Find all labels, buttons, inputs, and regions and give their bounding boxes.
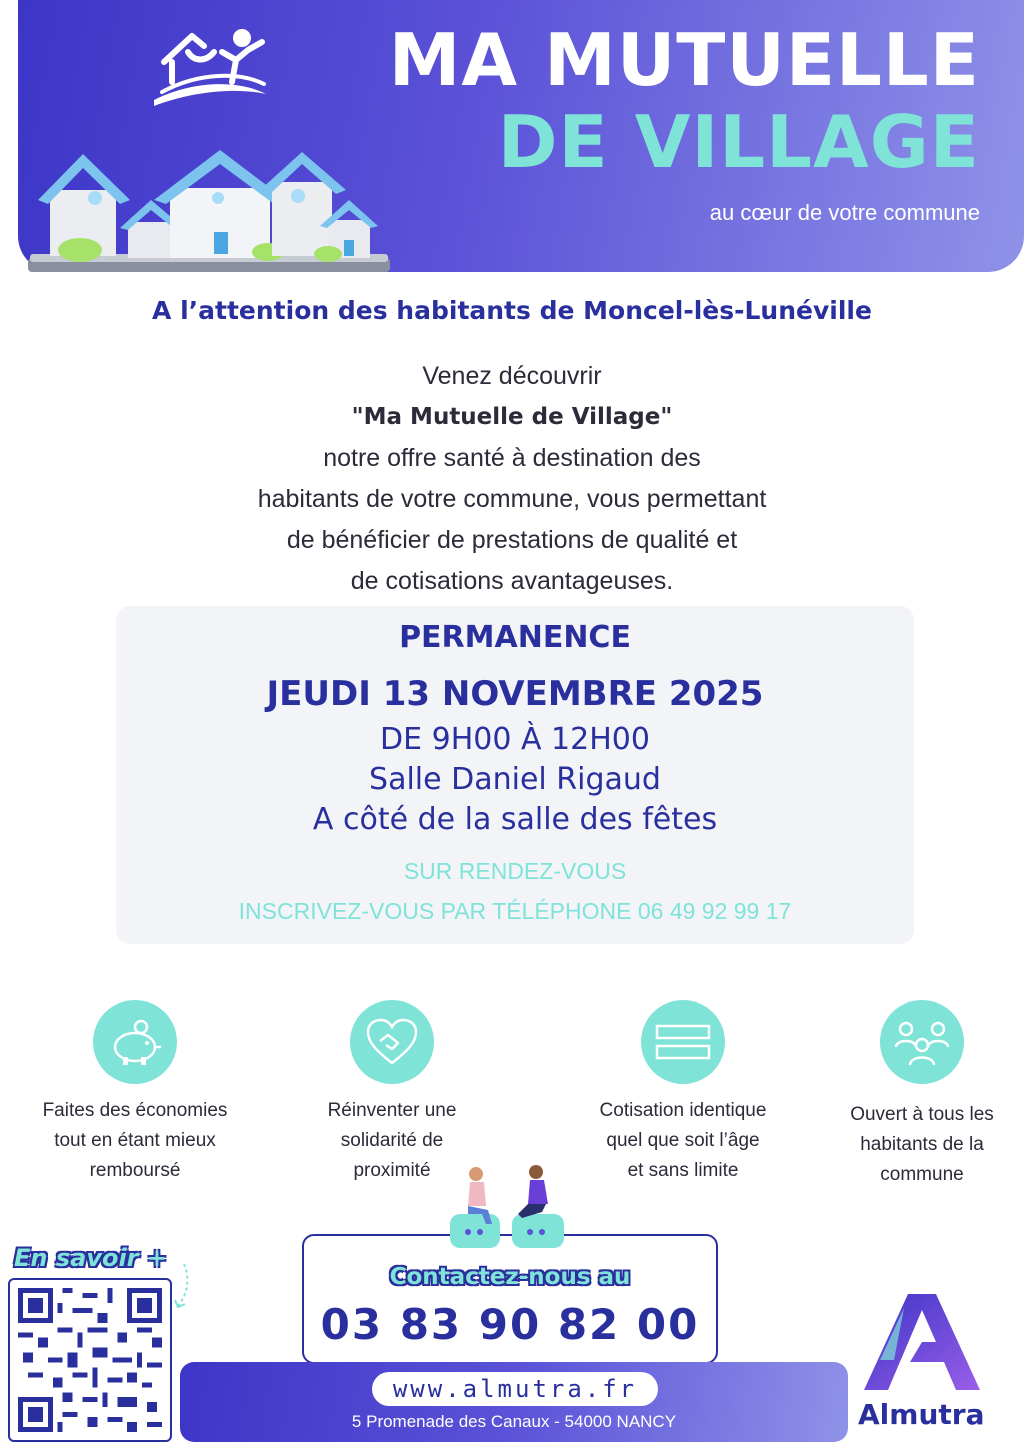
address: 5 Promenade des Canaux - 54000 NANCY (351, 1412, 677, 1431)
feature-line: quel que soit l’âge (606, 1130, 760, 1151)
feature-line: remboursé (89, 1160, 181, 1181)
feature-label (792, 1100, 1024, 1190)
title-line-2: DE VILLAGE (497, 100, 980, 184)
intro-offer-name: "Ma Mutuelle de Village" (351, 404, 673, 430)
intro-text (0, 356, 1024, 602)
feature-line: tout en étant mieux (54, 1130, 216, 1151)
people-talking-illustration (446, 1162, 570, 1254)
curved-arrow-icon (172, 1262, 192, 1312)
feature-savings (5, 1000, 265, 1186)
contact-phone-number[interactable]: 03 83 90 82 00 (320, 1300, 700, 1349)
feature-open-to-all (792, 1000, 1024, 1190)
attention-heading: A l’attention des habitants de Moncel-lès-Lunéville (152, 296, 872, 325)
brand-name: Almutra (858, 1398, 985, 1431)
subtitle: au cœur de votre commune (709, 200, 980, 225)
permanence-date: JEUDI 13 NOVEMBRE 2025 (266, 674, 764, 714)
feature-line: Cotisation identique (599, 1100, 767, 1121)
intro-line: notre offre santé à destination des (323, 444, 701, 472)
intro-line: Venez découvrir (422, 362, 602, 390)
feature-line: et sans limite (627, 1160, 739, 1181)
qr-code[interactable] (8, 1278, 172, 1442)
intro-line: de bénéficier de prestations de qualité et (286, 526, 738, 554)
feature-line: commune (880, 1164, 964, 1185)
village-houses-illustration (28, 148, 398, 278)
permanence-place: Salle Daniel Rigaud (369, 762, 661, 797)
heart-handshake-icon (350, 1000, 434, 1084)
feature-line: Faites des économies (42, 1100, 228, 1121)
almutra-logo-icon (860, 1290, 984, 1394)
equals-icon (641, 1000, 725, 1084)
feature-line: Ouvert à tous les (850, 1104, 994, 1125)
permanence-place-detail: A côté de la salle des fêtes (312, 802, 718, 837)
title-line-1: MA MUTUELLE (388, 18, 980, 102)
website-link[interactable]: www.almutra.fr (372, 1372, 658, 1406)
piggy-bank-icon (93, 1000, 177, 1084)
phone-registration-note: INSCRIVEZ-VOUS PAR TÉLÉPHONE 06 49 92 99 17 (238, 898, 792, 924)
feature-label (553, 1096, 813, 1186)
footer-bar (180, 1362, 848, 1442)
contact-label: Contactez-nous au (389, 1264, 631, 1290)
intro-line: de cotisations avantageuses. (350, 567, 674, 595)
people-icon (880, 1000, 964, 1084)
intro-line: habitants de votre commune, vous permettant (257, 485, 767, 513)
learn-more-label: En savoir + (14, 1244, 167, 1272)
feature-line: Réinventer une (327, 1100, 457, 1121)
feature-solidarity (262, 1000, 522, 1186)
feature-line: proximité (353, 1160, 431, 1181)
feature-line: habitants de la (860, 1134, 984, 1155)
permanence-box (116, 606, 914, 944)
permanence-title: PERMANENCE (399, 620, 631, 655)
appointment-note: SUR RENDEZ-VOUS (403, 858, 627, 884)
feature-line: solidarité de (340, 1130, 444, 1151)
feature-identical-contribution (553, 1000, 813, 1186)
permanence-hours: DE 9H00 À 12H00 (380, 722, 650, 757)
feature-label (5, 1096, 265, 1186)
mutuelle-village-logo-icon (144, 22, 274, 112)
